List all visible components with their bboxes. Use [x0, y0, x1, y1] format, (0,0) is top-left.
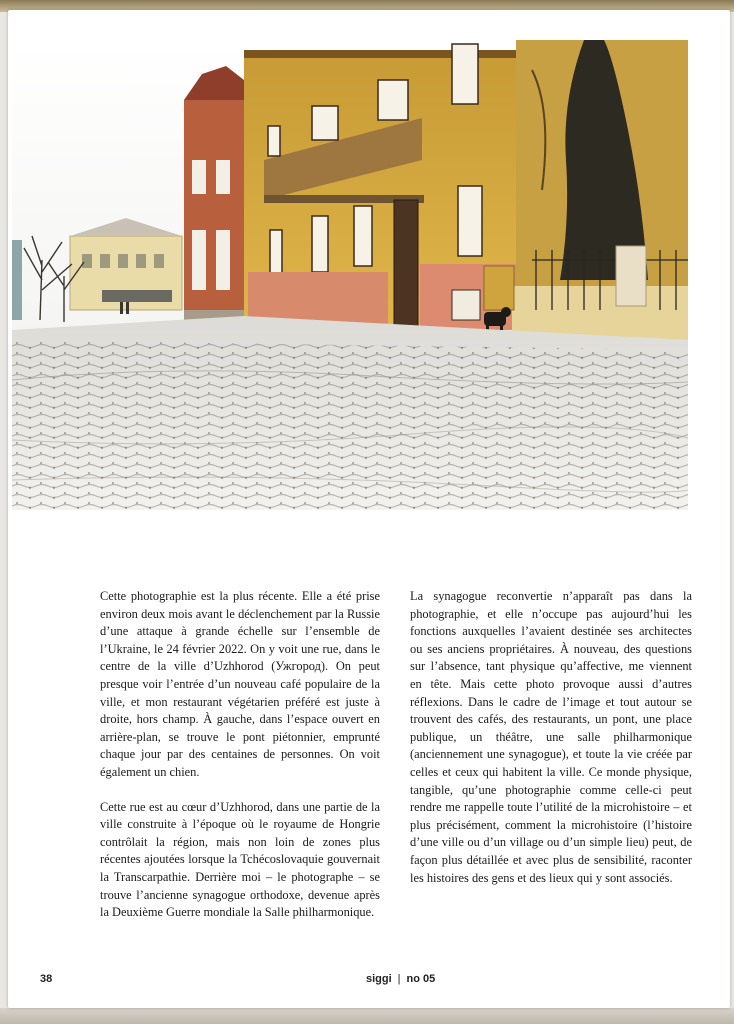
paragraph: Cette rue est au cœur d’Uzhhorod, dans une partie de la ville construite à l’époque où le royaume de Hongrie contrôlait la région, mais non loin de zones plus récentes ajoutées lorsque la Tchécoslovaquie gouvernait la Transcarpathie. Derrière moi – le photographe – se trouve l’ancienne synagogue orthodoxe, devenue après la Deuxième Guerre mondiale la Salle philharmonique. — [100, 799, 380, 920]
article-right-column — [410, 588, 692, 904]
street-photograph — [12, 40, 688, 510]
folio-separator: | — [397, 973, 401, 985]
page-number: 38 — [40, 973, 53, 985]
article-left-column — [100, 588, 380, 939]
paragraph: La synagogue reconvertie n’apparaît pas dans la photographie, et elle n’occupe pas aujourd’hui les fonctions auxquelles l’avaient destinée ses architectes ou ses anciens propriétaires. À nouveau, des questions sur l’absence, tant physique qu’affective, me viennent en tête. Mais cette photo provoque aussi d’autres réflexions. Dans le cadre de l’image et tout autour se trouvent des cafés, des restaurants, un pont, une place publique, un théâtre, une salle philharmonique (anciennement une synagogue), et toute la vie créée par celles et ceux qui habitent la ville. Ce monde physique, tangible, qu’une photographie comme celle-ci peut rendre me rappelle toute l’utilité de la microhistoire – et plus précisément, comment la microhistoire (l’histoire d’une ville ou d’un village ou d’un simple lieu) peut, de façon plus détaillée et avec plus de sensibilité, raconter les histoires des gens et des lieux qui y sont associés. — [410, 589, 692, 885]
magazine-folio — [366, 973, 435, 985]
book-bottom-edge — [0, 1008, 734, 1024]
issue-number: no 05 — [406, 973, 436, 985]
magazine-page — [8, 10, 730, 1008]
paragraph: Cette photographie est la plus récente. Elle a été prise environ deux mois avant le déclenchement par la Russie d’une attaque à grande échelle sur l’ensemble de l’Ukraine, le 24 février 2022. On y voit une rue, dans le centre de la ville d’Uzhhorod (Ужгород). On peut presque voir l’entrée d’un nouveau café populaire de la ville, et mon restaurant végétarien préféré est juste à droite, hors champ. À gauche, dans l’espace ouvert en arrière-plan, se trouve le pont piétonnier, emprunté chaque jour par des centaines de personnes. On voit également un chien. — [100, 589, 380, 779]
magazine-name: siggi — [366, 973, 392, 985]
